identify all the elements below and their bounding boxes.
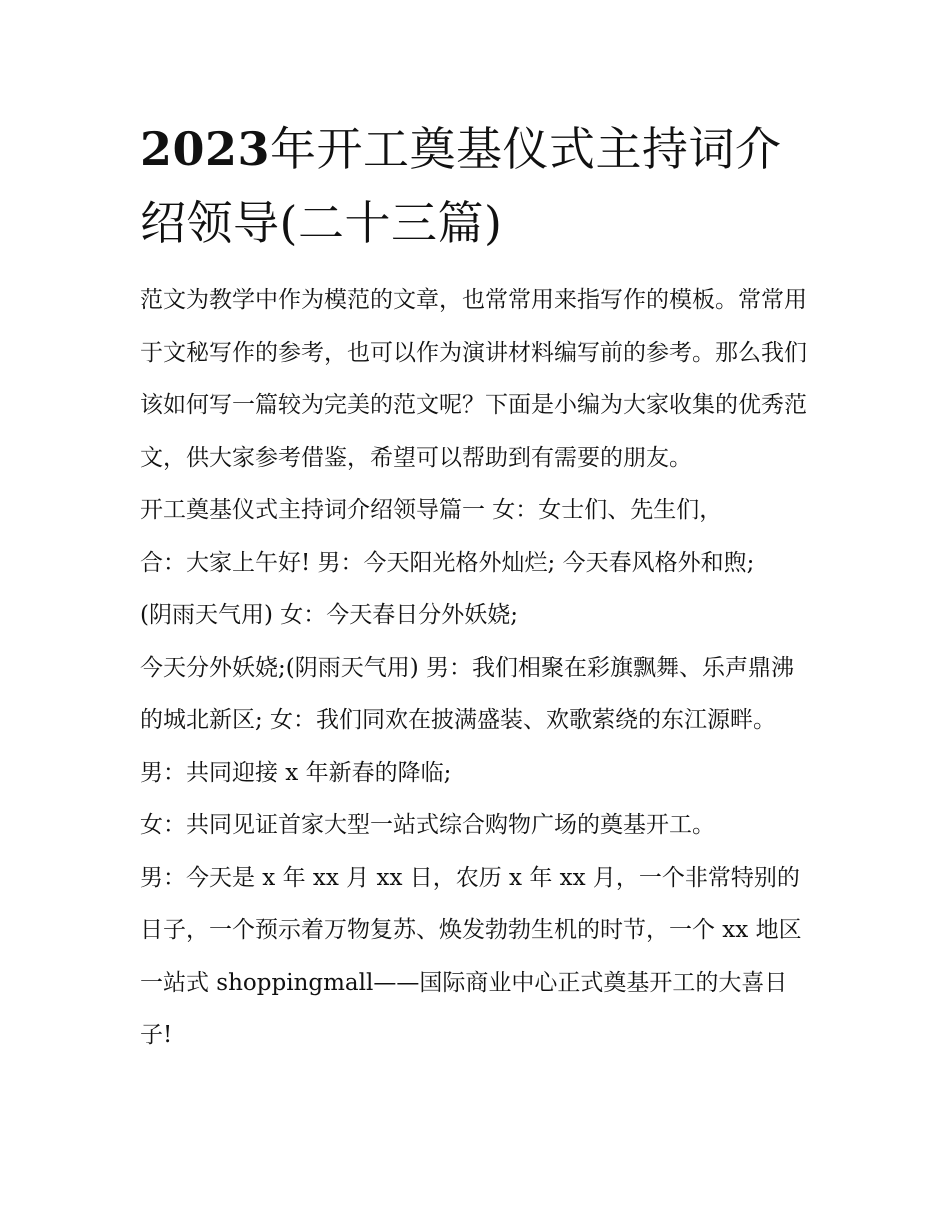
document-title xyxy=(140,112,812,260)
title-text: 年开工奠基仪式主持词介绍领导(二十三篇) xyxy=(140,122,782,250)
body-paragraph: 男：今天是 x 年 xx 月 xx 日，农历 x 年 xx 月，一个非常特别的日子，一个预示着万物复苏、焕发勃勃生机的时节，一个 xx 地区一站式 shoppingmall——国际商业中心正式奠基开工的大喜日子! xyxy=(140,864,802,1048)
body-paragraph: 合：大家上午好! 男：今天阳光格外灿烂; 今天春风格外和煦; xyxy=(140,549,755,576)
body-paragraph: (阴雨天气用) 女：今天春日分外妖娆; xyxy=(140,602,519,628)
document-page xyxy=(140,112,812,1062)
body-paragraph: 今天分外妖娆;(阴雨天气用) 男：我们相聚在彩旗飘舞、乐声鼎沸的城北新区; 女：我们同欢在披满盛装、欢歌萦绕的东江源畔。 男：共同迎接 x 年新春的降临; xyxy=(140,654,795,786)
body-paragraph: 女：共同见证首家大型一站式综合购物广场的奠基开工。 xyxy=(140,812,715,838)
intro-paragraph: 范文为教学中作为模范的文章，也常常用来指写作的模板。常常用于文秘写作的参考，也可以作为演讲材料编写前的参考。那么我们该如何写一篇较为完美的范文呢？下面是小编为大家收集的优秀范文，供大家参考借鉴，希望可以帮助到有需要的朋友。 xyxy=(140,287,807,471)
title-year: 2023 xyxy=(140,122,271,176)
body-paragraph: 开工奠基仪式主持词介绍领导篇一 女：女士们、先生们， xyxy=(140,497,723,523)
